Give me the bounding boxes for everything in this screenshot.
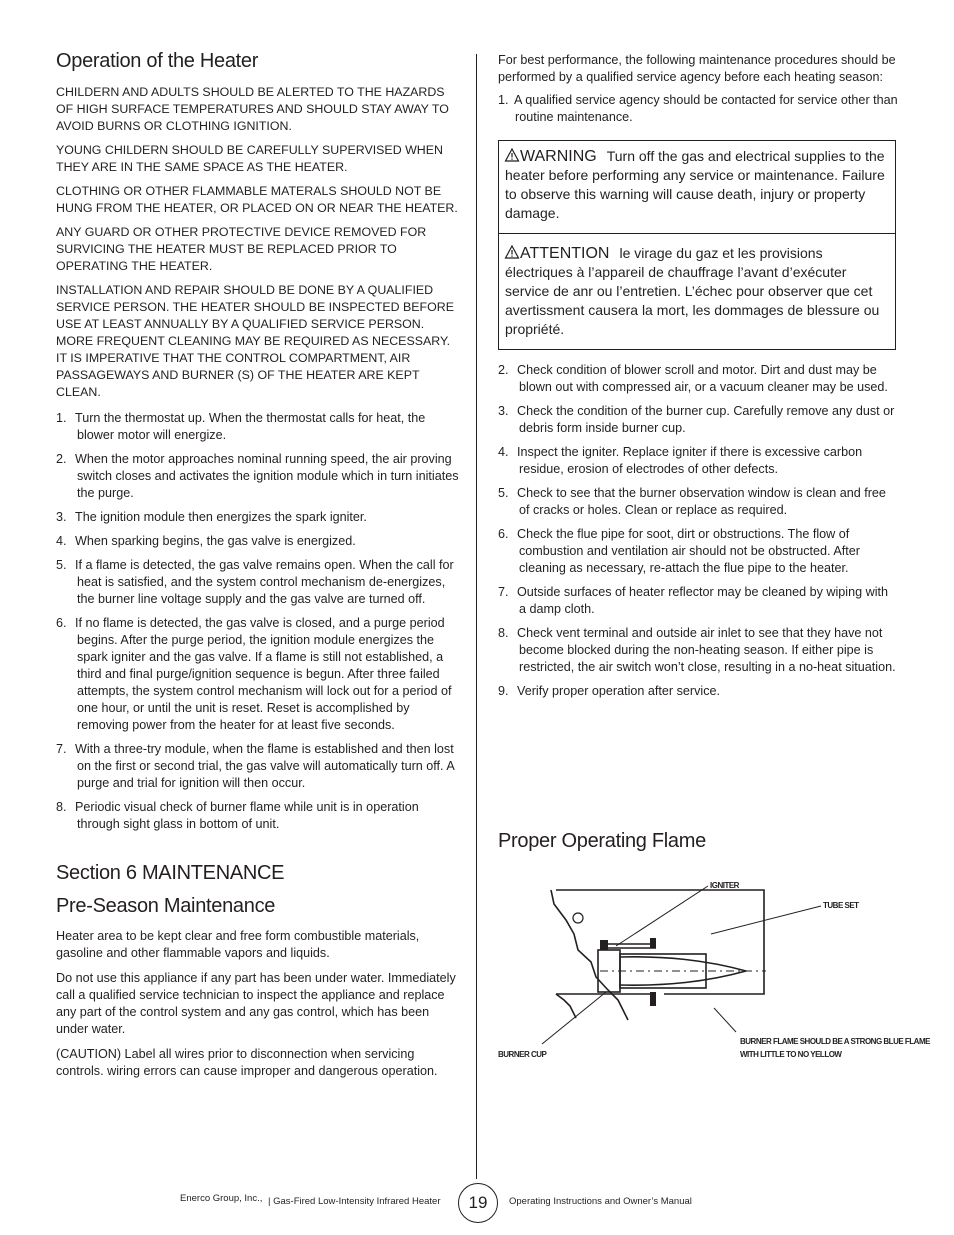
burner-flame-diagram — [496, 872, 930, 1067]
preseason-paragraph: Do not use this appliance if any part has been under water. Immediately call a qualified service technician to inspect the appliance and replace any part of the control system and any gas control, which has been under water. — [56, 971, 456, 1036]
warning-title: WARNING — [520, 148, 597, 165]
list-item: 3. Check the condition of the burner cup. Carefully remove any dust or debris form inside burner cup. — [498, 404, 895, 435]
column-divider — [476, 54, 477, 1179]
list-item: 7. Outside surfaces of heater reflector may be cleaned by wiping with a damp cloth. — [498, 585, 889, 616]
preseason-paragraph: (CAUTION) Label all wires prior to disconnection when servicing controls. wiring errors can cause improper and dangerous operation. — [56, 1047, 438, 1078]
attention-title: ATTENTION — [520, 245, 610, 262]
heading-preseason: Pre-Season Maintenance — [56, 895, 276, 917]
list-item: 7. With a three-try module, when the flame is established and then lost on the first or second trial, the gas valve will automatically turn off. A purge and trial for ignition will then occur. — [56, 742, 455, 790]
footer-manual: Operating Instructions and Owner’s Manual — [509, 1196, 692, 1207]
list-item: 5. If a flame is detected, the gas valve remains open. When the call for heat is satisfied, and the system control mechanism de-energizes, the burner line voltage supply and the gas valve are turned off. — [56, 558, 454, 606]
maintenance-steps — [498, 362, 898, 700]
heading-operation: Operation of the Heater — [56, 50, 259, 72]
footer-product: | Gas-Fired Low-Intensity Infrared Heater — [268, 1196, 441, 1207]
label-tube-set: TUBE SET — [823, 901, 859, 910]
hazard-warning: INSTALLATION AND REPAIR SHOULD BE DONE BY A QUALIFIED SERVICE PERSON. THE HEATER SHOULD BE INSPECTED BEFORE USE AT LEAST ANNUALLY BY A QUALIFIED SERVICE PERSON. MORE FREQUENT CLEANING MAY BE REQUIRED AS NECESSARY. IT IS IMPERATIVE THAT THE CONTROL COMPARTMENT, AIR PASSAGEWAYS AND BURNER (S) OF THE HEATER ARE KEPT CLEAN. — [56, 283, 454, 399]
heading-section6: Section 6 MAINTENANCE — [56, 862, 285, 884]
igniter-leader — [616, 886, 708, 946]
warning-text: Turn off the gas and electrical supplies to the heater before performing any service or maintenance. Failure to observe this warning will cause death, injury or property damage. — [505, 148, 885, 221]
warning-triangle-icon — [505, 245, 519, 259]
label-igniter: IGNITER — [710, 881, 739, 890]
maintenance-steps-start — [498, 92, 898, 126]
list-item: 4. Inspect the igniter. Replace igniter if there is excessive carbon residue, erosion of electrodes of other defects. — [498, 445, 863, 476]
flame-leader — [714, 1008, 736, 1032]
label-burner-cup: BURNER CUP — [498, 1050, 547, 1059]
warning-section — [499, 141, 895, 233]
list-item: 5. Check to see that the burner observation window is clean and free of cracks or holes. Clean or replace as required. — [498, 486, 886, 517]
attention-section — [499, 233, 895, 349]
heading-flame: Proper Operating Flame — [498, 830, 706, 852]
maintenance-intro: For best performance, the following maintenance procedures should be performed by a qualified service agency before each heating season: — [498, 53, 896, 84]
attention-text: le virage du gaz et les provisions électriques à l’appareil de chauffrage l’avant d’exécuter service de anr ou l’entretien. L’échec pour observer que cet avertissment causera la mort, les dommages de blessure ou propriété. — [505, 245, 880, 337]
list-item: 8. Periodic visual check of burner flame while unit is in operation through sight glass in bottom of unit. — [56, 800, 419, 831]
list-item: 6. Check the flue pipe for soot, dirt or obstructions. The flow of combustion and ventilation air should not be obstructed. After cleaning as necessary, re-attach the flue pipe to the heater. — [498, 527, 860, 575]
warning-triangle-icon — [505, 148, 519, 162]
list-item: 4. When sparking begins, the gas valve is energized. — [56, 534, 356, 548]
list-item: 8. Check vent terminal and outside air inlet to see that they have not become blocked during the non-heating season. If either pipe is restricted, the air switch won’t close, resulting in a no-heat situation. — [498, 626, 896, 674]
tube-outline — [556, 890, 764, 994]
preseason-paragraph: Heater area to be kept clear and free form combustible materials, gasoline and other flammable vapors and liquids. — [56, 929, 420, 960]
label-flame-line1: BURNER FLAME SHOULD BE A STRONG BLUE FLAME — [740, 1037, 930, 1046]
hazard-warning: CLOTHING OR OTHER FLAMMABLE MATERALS SHOULD NOT BE HUNG FROM THE HEATER, OR PLACED ON OR NEAR THE HEATER. — [56, 184, 458, 215]
housing-lower — [556, 994, 576, 1018]
footer-company: Enerco Group, Inc., — [180, 1193, 263, 1204]
page-number: 19 — [458, 1183, 498, 1223]
list-item: 1. Turn the thermostat up. When the thermostat calls for heat, the blower motor will energize. — [56, 411, 426, 442]
list-item: 6. If no flame is detected, the gas valve is closed, and a purge period begins. After the purge period, the ignition module energizes the spark igniter and the gas valve. If a flame is still not established, a third and final purge/ignition sequence is begun. After three failed attempts, the system control mechanism will lock out for a period of one hour, or until the unit is reset. Reset is accomplished by removing power from the heater for at least five seconds. — [56, 616, 452, 732]
hazard-warning: CHILDERN AND ADULTS SHOULD BE ALERTED TO THE HAZARDS OF HIGH SURFACE TEMPERATURES AND SHOULD STAY AWAY TO AVOID BURNS OR CLOTHING IGNITION. — [56, 85, 449, 133]
page-footer — [0, 1183, 954, 1223]
list-item: 1. A qualified service agency should be contacted for service other than routine maintenance. — [498, 93, 898, 124]
hazard-warning: YOUNG CHILDERN SHOULD BE CAREFULLY SUPERVISED WHEN THEY ARE IN THE SAME SPACE AS THE HEATER. — [56, 143, 443, 174]
list-item: 3. The ignition module then energizes the spark igniter. — [56, 510, 367, 524]
hazard-warning: ANY GUARD OR OTHER PROTECTIVE DEVICE REMOVED FOR SURVICING THE HEATER MUST BE REPLACED PRIOR TO OPERATING THE HEATER. — [56, 225, 427, 273]
housing-outline — [551, 890, 628, 1020]
list-item: 9. Verify proper operation after service. — [498, 684, 721, 698]
burnercup-leader — [542, 992, 606, 1044]
label-flame-line2: WITH LITTLE TO NO YELLOW — [740, 1050, 842, 1059]
tubeset-leader — [711, 906, 821, 934]
left-column — [56, 50, 464, 1088]
warning-box — [498, 140, 896, 350]
operation-steps — [56, 410, 464, 833]
list-item: 2. When the motor approaches nominal running speed, the air proving switch closes and activates the ignition module which in turn initiates the purge. — [56, 452, 459, 500]
right-column — [498, 52, 898, 707]
list-item: 2. Check condition of blower scroll and motor. Dirt and dust may be blown out with compressed air, or a vacuum cleaner may be used. — [498, 363, 888, 394]
